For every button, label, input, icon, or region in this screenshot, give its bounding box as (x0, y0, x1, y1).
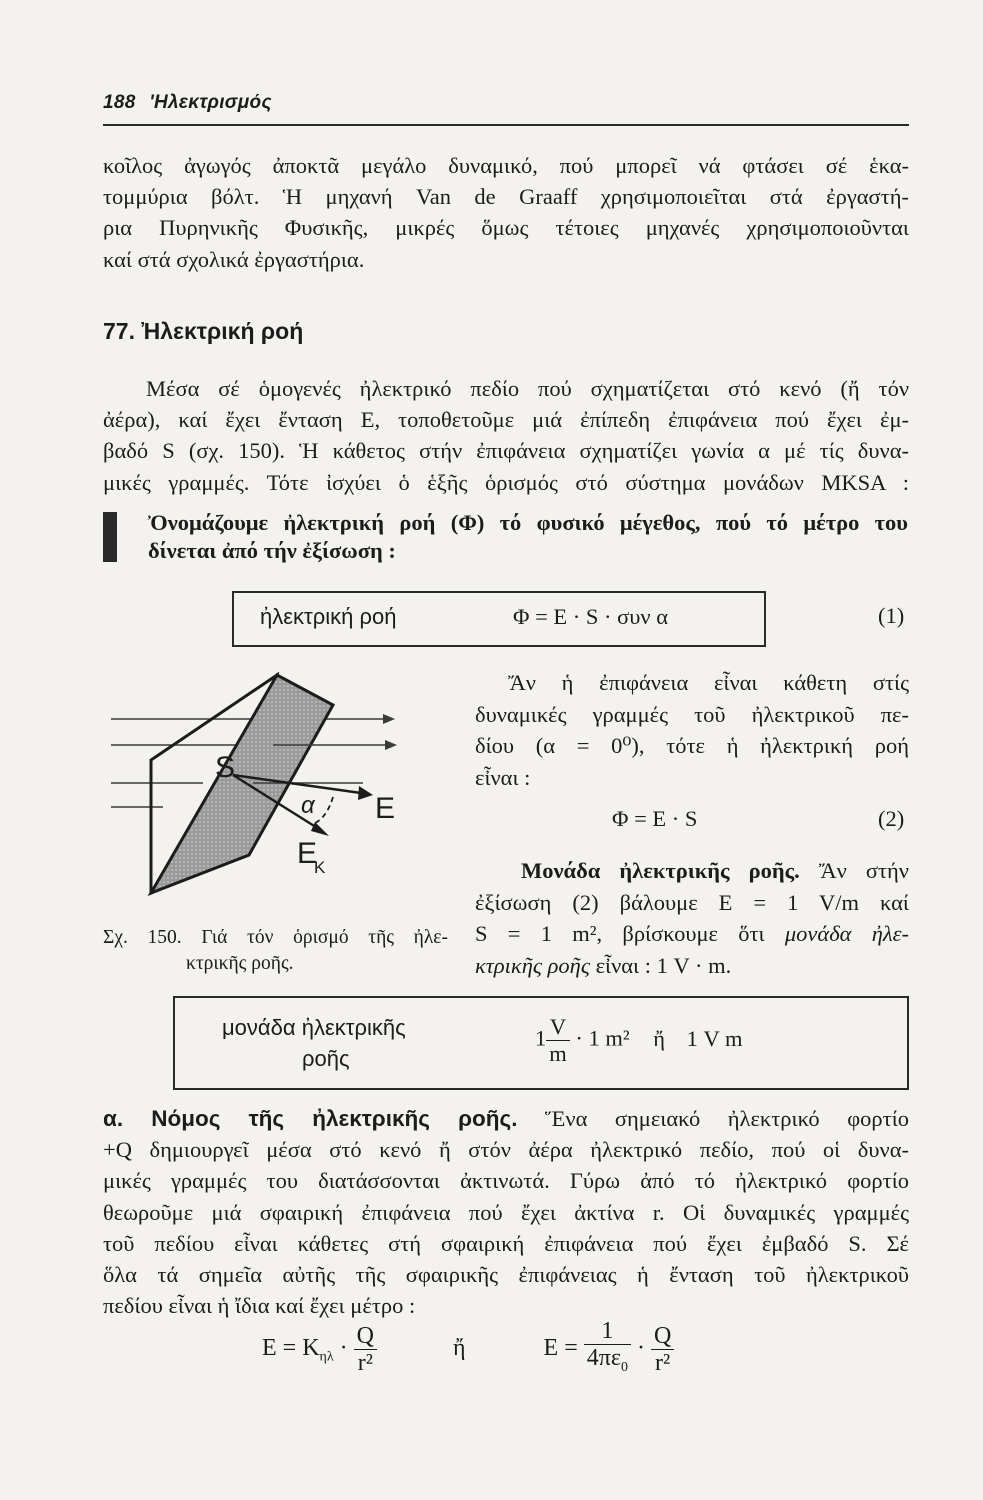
box-label: ἠλεκτρική ροή (260, 604, 397, 629)
definition-text (148, 509, 908, 565)
fraction-denominator: r² (655, 1349, 671, 1376)
text-line: +Q δημιουργεῖ μέσα στό κενό ἤ στόν ἀέρα ἠλεκτρικό πεδίο, πού οἱ δυνα- (103, 1137, 909, 1163)
header-rule (103, 124, 909, 126)
caption-line: Σχ. 150. Γιά τόν ὁρισμό τῆς ἠλε- (103, 927, 448, 948)
unit-paragraph (475, 855, 909, 981)
right-column-text (475, 667, 909, 793)
field-arrow (383, 714, 395, 724)
text-line: μικές γραμμές του διατάσσονται ἀκτινωτά. Γύρω ἀπό τό ἠλεκτρικό φορτίο (103, 1168, 909, 1194)
fraction-numerator: 1 (584, 1318, 631, 1345)
normal-vector-head (311, 822, 329, 836)
page-number: 188 (103, 92, 136, 113)
subsection-paragraph (103, 1103, 909, 1321)
text-line: κοῖλος ἀγωγός ἀποκτᾶ μεγάλο δυναμικό, πού μπορεῖ νά φτάσει σέ ἑκα- (103, 153, 909, 178)
equation-2: Φ = E · S (612, 806, 698, 831)
caption-line: κτρικῆς ροῆς. (186, 953, 294, 974)
flux-unit-box (173, 996, 909, 1090)
eq-fraction (584, 1318, 631, 1381)
eq-fraction (651, 1323, 674, 1376)
text-line: Ἄν ἡ ἐπιφάνεια εἶναι κάθετη στίς (508, 670, 909, 695)
text-line: πεδίου εἶναι ἡ ἴδια καί ἔχει μέτρο : (103, 1293, 416, 1319)
unit-formula (535, 1014, 743, 1067)
text-line: ἐξίσωση (2) βάλουμε E = 1 V/m καί (475, 889, 909, 915)
unit-text: εἶναι : 1 V · m. (595, 952, 732, 978)
intro-paragraph (103, 150, 909, 275)
text-line: δίνεται ἀπό τήν ἐξίσωση : (148, 538, 396, 563)
text-line: βαδό S (σχ. 150). Ἡ κάθετος στήν ἐπιφάνεια σχηματίζει γωνία α μέ τίς δυνα- (103, 438, 909, 464)
angle-label: α (301, 792, 315, 819)
running-title: 'Ηλεκτρισμός (149, 92, 272, 113)
unit-one: 1 (535, 1025, 547, 1051)
unit-alt: 1 V m (686, 1025, 743, 1051)
fraction-numerator: Q (651, 1323, 674, 1350)
unit-fraction (546, 1014, 570, 1067)
eq-left: E = K (262, 1334, 320, 1361)
text-line: θεωροῦμε μιά σφαιρική ἐπιφάνεια πού ἔχει ἀκτίνα r. Οἱ δυναμικές γραμμές (103, 1199, 909, 1225)
flux-formula: Φ = E · S · συν α (513, 604, 668, 629)
unit-or: ἤ (653, 1025, 666, 1051)
fraction-denominator: r² (357, 1349, 373, 1376)
section-title (103, 318, 303, 345)
field-label: E (375, 792, 396, 825)
box-label-line: ροῆς (302, 1046, 350, 1071)
running-header (103, 92, 272, 114)
eq-or: ἤ (452, 1334, 466, 1361)
unit-mid: · 1 m² (575, 1025, 630, 1051)
subsection-text: Ἕνα σημειακό ἠλεκτρικό φορτίο (545, 1106, 910, 1131)
text-line (103, 1103, 909, 1134)
eq-left-sub: ηλ (319, 1349, 334, 1365)
subsection-title: α. Νόμος τῆς ἠλεκτρικῆς ροῆς. (103, 1106, 518, 1131)
figure-150 (103, 665, 403, 900)
text-line: τοῦ πεδίου εἶναι κάθετες στή σφαιρική ἐπιφάνεια πού ἔχει ἐμβαδό S. Σέ (103, 1230, 909, 1256)
field-vector-head (358, 786, 373, 800)
text-line: Ὀνομάζουμε ἠλεκτρική ροή (Φ) τό φυσικό μέγεθος, πού τό μέτρο του (148, 510, 908, 535)
angle-arc (315, 797, 333, 823)
text-line: Μέσα σέ ὁμογενές ἠλεκτρικό πεδίο πού σχηματίζεται στό κενό (ἤ τόν (146, 376, 909, 401)
text-line: τομμύρια βόλτ. Ἡ μηχανή Van de Graaff χρησιμοποιεῖται στά ἐργαστή- (103, 184, 909, 210)
section-heading: Ἠλεκτρική ροή (141, 318, 304, 344)
unit-text: S = 1 m², βρίσκουμε ὅτι (475, 921, 765, 946)
definition-marker-bar (103, 512, 117, 562)
box-label-line: μονάδα ἠλεκτρικῆς (222, 1015, 406, 1040)
normal-label-sub: K (314, 858, 326, 877)
fraction-numerator: Q (354, 1323, 377, 1350)
fraction-numerator: V (546, 1014, 570, 1041)
text-line: δίου (α = 0⁰), τότε ἡ ἠλεκτρική ροή (475, 733, 909, 758)
text-line: εἶναι : (475, 764, 531, 790)
text-line: ὅλα τά σημεῖα αὐτῆς τῆς σφαιρικῆς ἐπιφάνειας ἡ ἔνταση τοῦ ἠλεκτρικοῦ (103, 1262, 909, 1288)
section-number: 77. (103, 318, 135, 344)
text-line: καί στά σχολικά ἐργαστήρια. (103, 246, 365, 272)
eq-dot: · (339, 1334, 348, 1361)
unit-emph: μονάδα ἠλε- (784, 921, 909, 946)
text-line (475, 918, 909, 950)
text-line: ρια Πυρηνικῆς Φυσικῆς, μικρές ὅμως τέτοιες μηχανές χρησιμοποιοῦνται (103, 215, 909, 241)
text-line: ἀέρα), καί ἔχει ἔνταση E, τοποθετοῦμε μιά ἐπίπεδη ἐπιφάνεια πού ἔχει ἐμ- (103, 407, 909, 433)
equation-number-2: (2) (878, 806, 905, 831)
eq-fraction (354, 1323, 377, 1376)
text-line (475, 855, 909, 887)
unit-emph: κτρικῆς ροῆς (475, 952, 590, 978)
flux-definition-box (232, 591, 766, 647)
unit-title: Μονάδα ἠλεκτρικῆς ροῆς. (521, 858, 800, 883)
fraction-denominator: m (549, 1041, 567, 1066)
eq-right: E = (543, 1334, 578, 1361)
surface-label: S (215, 751, 236, 784)
section-body (103, 373, 909, 498)
field-arrow (385, 740, 397, 750)
text-line: δυναμικές γραμμές τοῦ ἠλεκτρικοῦ πε- (475, 701, 909, 727)
eq-dot: · (636, 1334, 645, 1361)
fraction-denominator (584, 1345, 631, 1381)
text-line (475, 950, 909, 982)
equation-number-1: (1) (878, 603, 905, 628)
box-label (222, 1012, 406, 1074)
denominator-sub: 0 (620, 1359, 628, 1375)
field-equation (262, 1318, 674, 1381)
text-line: μικές γραμμές. Τότε ἰσχύει ὁ ἑξῆς ὁρισμός στό σύστημα μονάδων MKSA : (103, 469, 909, 495)
figure-caption (103, 925, 448, 977)
normal-label: E (297, 837, 318, 870)
unit-text: Ἄν στήν (818, 858, 909, 883)
denominator-text: 4πε (586, 1345, 621, 1371)
